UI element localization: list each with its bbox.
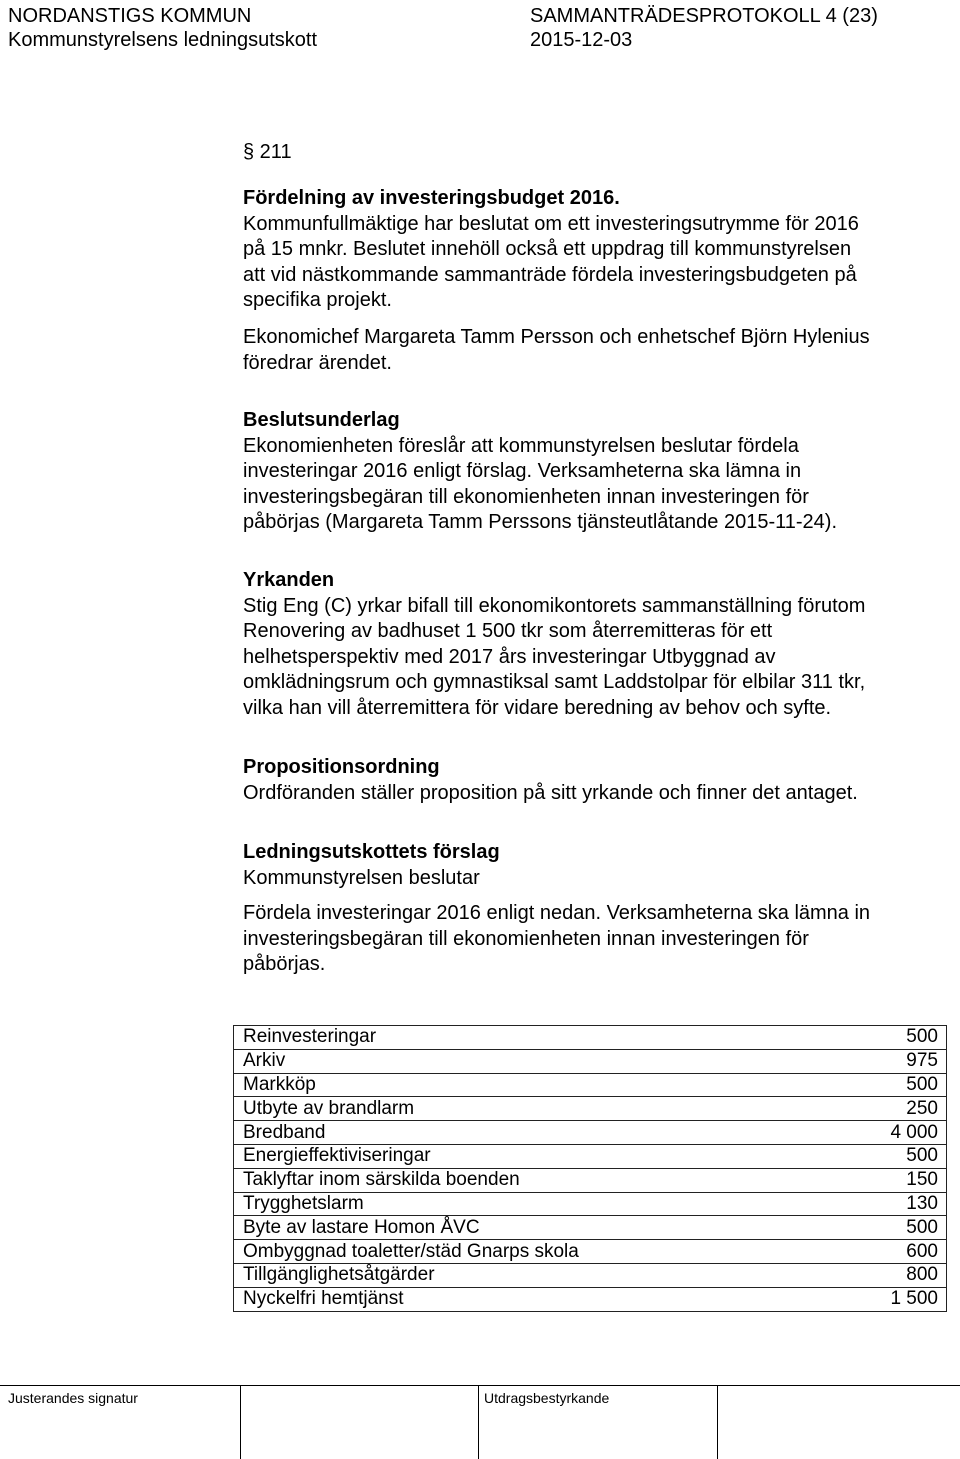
- project-name: Nyckelfri hemtjänst: [234, 1287, 800, 1311]
- proposal-line: påbörjas.: [243, 953, 326, 976]
- table-row: [234, 1097, 947, 1121]
- presenters-line: föredrar ärendet.: [243, 351, 392, 374]
- project-name: Markköp: [234, 1073, 800, 1097]
- project-name: Energieffektiviseringar: [234, 1144, 800, 1168]
- basis-line: Ekonomienheten föreslår att kommunstyrelsen beslutar fördela: [243, 434, 799, 457]
- project-amount: 600: [799, 1240, 947, 1264]
- project-amount: 500: [799, 1026, 947, 1050]
- proposal-line: Fördela investeringar 2016 enligt nedan. Verksamheterna ska lämna in: [243, 902, 871, 924]
- project-name: Reinvesteringar: [234, 1026, 800, 1050]
- footer-column-divider: [478, 1385, 479, 1459]
- table-row: [234, 1192, 947, 1216]
- project-name: Bredband: [234, 1121, 800, 1145]
- table-row: [234, 1073, 947, 1097]
- table-row: [234, 1216, 947, 1240]
- meeting-date: 2015-12-03: [530, 29, 633, 51]
- motions-heading: Yrkanden: [243, 569, 335, 591]
- project-amount: 500: [799, 1216, 947, 1240]
- motions-line: omklädningsrum och gymnastiksal samt Laddstolpar för elbilar 311 tkr,: [243, 671, 866, 694]
- intro-line: på 15 mnkr. Beslutet innehöll också ett uppdrag till kommunstyrelsen: [243, 238, 852, 261]
- project-name: Trygghetslarm: [234, 1192, 800, 1216]
- intro-line: att vid nästkommande sammanträde fördela investeringsbudgeten på: [243, 263, 857, 286]
- investment-budget-table: [233, 1025, 947, 1312]
- motions-line: Renovering av badhuset 1 500 tkr som återremitteras för ett: [243, 620, 773, 643]
- proposition-line: Ordföranden ställer proposition på sitt yrkande och finner det antaget.: [243, 781, 858, 804]
- project-amount: 975: [799, 1049, 947, 1073]
- table-row: [234, 1287, 947, 1311]
- basis-line: investeringar 2016 enligt förslag. Verksamheterna ska lämna in: [243, 460, 802, 483]
- project-amount: 4 000: [799, 1121, 947, 1145]
- proposition-heading: Propositionsordning: [243, 756, 440, 778]
- footer-divider: [0, 1385, 960, 1386]
- basis-heading: Beslutsunderlag: [243, 409, 400, 431]
- project-amount: 150: [799, 1168, 947, 1192]
- project-amount: 1 500: [799, 1287, 947, 1311]
- table-row: [234, 1263, 947, 1287]
- table-row: [234, 1168, 947, 1192]
- project-name: Arkiv: [234, 1049, 800, 1073]
- project-name: Byte av lastare Homon ÅVC: [234, 1216, 800, 1240]
- proposal-subheading: Kommunstyrelsen beslutar: [243, 866, 480, 889]
- project-amount: 500: [799, 1144, 947, 1168]
- basis-line: påbörjas (Margareta Tamm Perssons tjänsteutlåtande 2015-11-24).: [243, 511, 838, 534]
- table-row: [234, 1144, 947, 1168]
- footer-column-divider: [240, 1385, 241, 1459]
- section-number: § 211: [243, 141, 292, 163]
- project-amount: 800: [799, 1263, 947, 1287]
- project-name: Ombyggnad toaletter/städ Gnarps skola: [234, 1240, 800, 1264]
- table-row: [234, 1121, 947, 1145]
- basis-line: investeringsbegäran till ekonomienheten innan investeringen för: [243, 485, 809, 508]
- committee-name: Kommunstyrelsens ledningsutskott: [8, 29, 318, 51]
- proposal-heading: Ledningsutskottets förslag: [243, 841, 500, 863]
- motions-line: helhetsperspektiv med 2017 års investeringar Utbyggnad av: [243, 645, 776, 668]
- motions-line: Stig Eng (C) yrkar bifall till ekonomikontorets sammanställning förutom: [243, 594, 866, 617]
- table-row: [234, 1240, 947, 1264]
- document-title: SAMMANTRÄDESPROTOKOLL 4 (23): [530, 5, 878, 27]
- signature-label: Justerandes signatur: [8, 1390, 138, 1406]
- project-name: Utbyte av brandlarm: [234, 1097, 800, 1121]
- table-row: [234, 1026, 947, 1050]
- table-row: [234, 1049, 947, 1073]
- intro-line: Kommunfullmäktige har beslutat om ett investeringsutrymme för 2016: [243, 212, 859, 235]
- intro-line: specifika projekt.: [243, 289, 392, 312]
- project-amount: 250: [799, 1097, 947, 1121]
- project-name: Tillgänglighetsåtgärder: [234, 1263, 800, 1287]
- project-amount: 500: [799, 1073, 947, 1097]
- presenters-line: Ekonomichef Margareta Tamm Persson och enhetschef Björn Hylenius: [243, 326, 870, 348]
- proposal-line: investeringsbegäran till ekonomienheten innan investeringen för: [243, 927, 809, 950]
- project-name: Taklyftar inom särskilda boenden: [234, 1168, 800, 1192]
- organization-name: NORDANSTIGS KOMMUN: [8, 5, 252, 27]
- project-amount: 130: [799, 1192, 947, 1216]
- footer-column-divider: [717, 1385, 718, 1459]
- excerpt-label: Utdragsbestyrkande: [484, 1390, 610, 1406]
- section-title: Fördelning av investeringsbudget 2016.: [243, 187, 620, 209]
- motions-line: vilka han vill återremittera för vidare beredning av behov och syfte.: [243, 697, 832, 719]
